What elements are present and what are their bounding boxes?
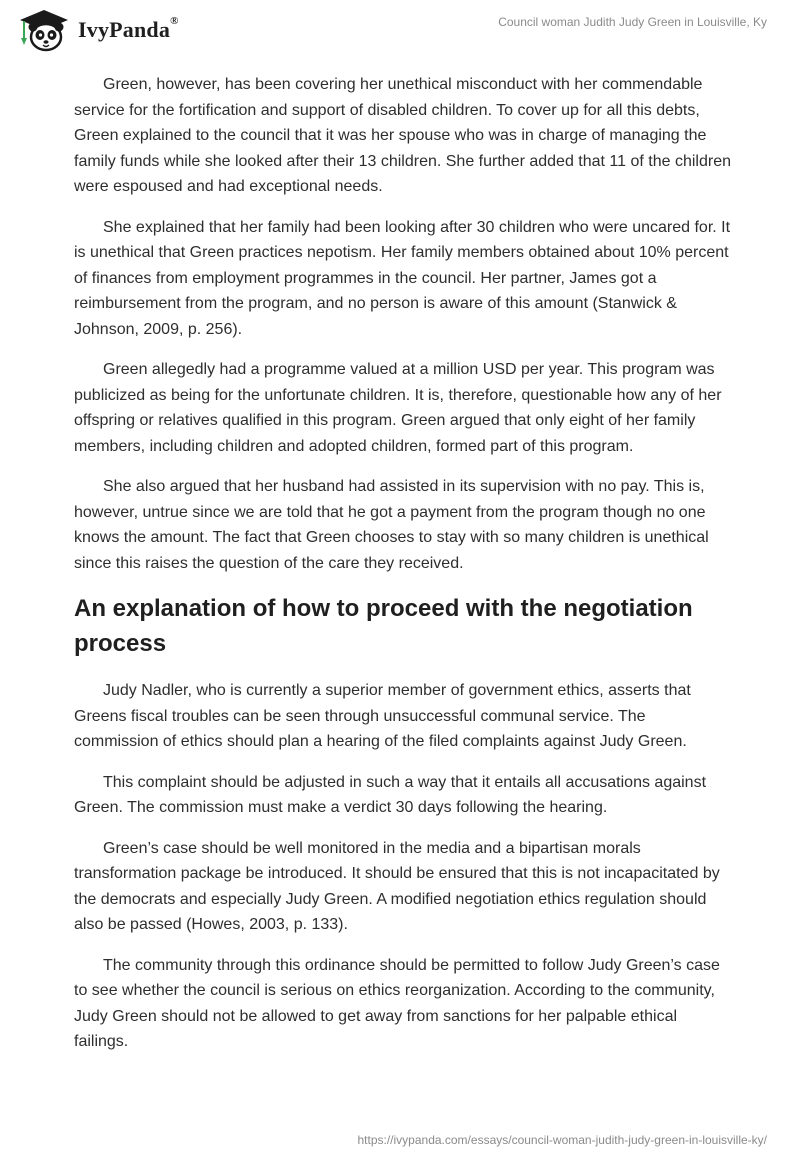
document-title: Council woman Judith Judy Green in Louisville, Ky bbox=[498, 15, 767, 29]
brand-name-text: IvyPanda bbox=[78, 17, 171, 42]
panda-graduate-icon bbox=[14, 8, 74, 52]
paragraph: Green’s case should be well monitored in the media and a bipartisan morals transformation package be introduced. It should be ensured that this is not incapacitated by the democrats and especially Judy Green. A modified negotiation ethics regulation should also be passed (Howes, 2003, p. 133). bbox=[74, 839, 720, 933]
page-header bbox=[0, 0, 800, 70]
paragraph: She also argued that her husband had assisted in its supervision with no pay. This is, however, untrue since we are told that he got a payment from the program though no one knows the amount. The fact that Green chooses to stay with so many children is unethical since this raises the question of the care they received. bbox=[74, 478, 709, 572]
paragraph: This complaint should be adjusted in such a way that it entails all accusations against Green. The commission must make a verdict 30 days following the hearing. bbox=[74, 773, 707, 816]
registered-mark: ® bbox=[170, 15, 179, 27]
paragraph: She explained that her family had been looking after 30 children who were uncared for. It is unethical that Green practices nepotism. Her family members obtained about 10% percent of finances from employment programmes in the council. Her partner, James got a reimbursement from the program, and no person is aware of this amount (Stanwick & Johnson, 2009, p. 256). bbox=[74, 218, 731, 338]
brand-name bbox=[78, 17, 179, 43]
brand-logo[interactable] bbox=[14, 8, 179, 52]
paragraph: The community through this ordinance should be permitted to follow Judy Green’s case to see whether the council is serious on ethics reorganization. According to the community, Judy Green should not be allowed to get away from sanctions for her palpable ethical failings. bbox=[74, 956, 720, 1050]
essay-body bbox=[74, 72, 734, 1070]
paragraph: Green, however, has been covering her unethical misconduct with her commendable service for the fortification and support of disabled children. To cover up for all this debts, Green explained to the council that it was her spouse who was in charge of managing the family funds while she looked after their 13 children. She further added that 11 of the children were espoused and had exceptional needs. bbox=[74, 76, 731, 195]
source-url-link[interactable]: https://ivypanda.com/essays/council-woman-judith-judy-green-in-louisville-ky/ bbox=[357, 1133, 767, 1147]
paragraph: Green allegedly had a programme valued at a million USD per year. This program was publicized as being for the unfortunate children. It is, therefore, questionable how any of her offspring or relatives qualified in this program. Green argued that only eight of her family members, including children and adopted children, formed part of this program. bbox=[74, 361, 722, 455]
paragraph: Judy Nadler, who is currently a superior member of government ethics, asserts that Greens fiscal troubles can be seen through unsuccessful communal service. The commission of ethics should plan a hearing of the filed complaints against Judy Green. bbox=[74, 682, 691, 750]
section-heading: An explanation of how to proceed with the negotiation process bbox=[74, 595, 693, 657]
